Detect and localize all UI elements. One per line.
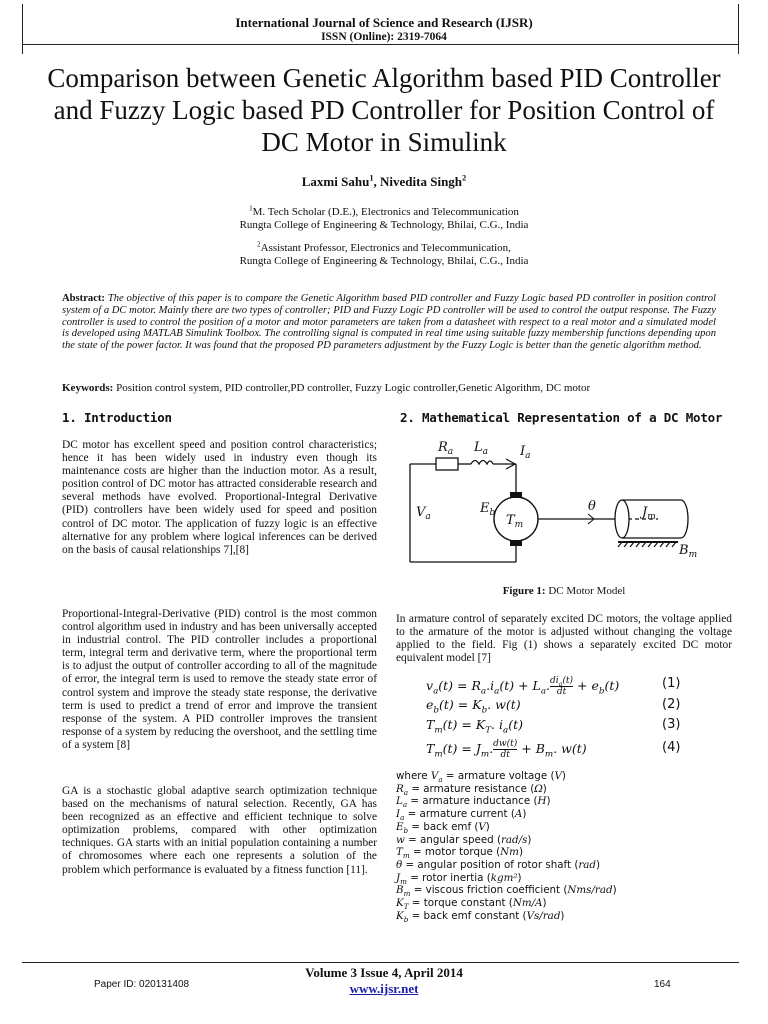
affiliation-1-line1: M. Tech Scholar (D.E.), Electronics and Telecommunication: [252, 206, 519, 218]
definition-sub: a: [403, 787, 409, 797]
definition-unit: Nm/A: [512, 897, 543, 910]
definition-row: [396, 910, 696, 923]
definition-unit: V: [554, 770, 562, 782]
author-line: [0, 174, 768, 190]
definition-sub: b: [403, 914, 409, 924]
author-1: Laxmi Sahu: [301, 174, 370, 189]
definition-unit: rad: [578, 858, 596, 871]
definition-close: ): [542, 782, 547, 795]
definition-text: = back emf constant (: [408, 909, 527, 922]
definition-text: = angular speed (: [404, 833, 501, 846]
definition-sub: m: [403, 889, 411, 899]
label-Tm: $T_m$: [506, 513, 524, 530]
definition-close: ): [517, 871, 522, 884]
abstract-label: Abstract:: [62, 293, 105, 304]
header-rule: [22, 44, 739, 45]
definition-unit: Nms/rad: [567, 884, 613, 897]
definition-text: = armature resistance (: [408, 782, 535, 795]
definition-sym: E: [396, 820, 404, 833]
definition-row: [396, 783, 696, 796]
definition-text: = armature current (: [404, 808, 515, 821]
definition-sym: L: [396, 795, 403, 808]
equation-3: $T_m(t) = K_T$. $i_a(t)$: [426, 717, 523, 736]
section-1-paragraph-3: GA is a stochastic global adaptive search optimization technique based on the mechanisms of natural selection. Recently, GA has been recognized as an effective and efficient technique to solve optimization problems, compared with other optimization techniques. GA starts with an initial population containing a number of chromosomes where each one represents a solution of the problem which performance is evaluated by a fitness function [11].: [62, 785, 377, 876]
definition-sym: K: [396, 909, 404, 922]
definition-text: = viscous friction coefficient (: [410, 884, 568, 897]
friction-ground: [618, 542, 678, 547]
definition-row: [396, 808, 696, 821]
author-1-sup: 1: [369, 172, 374, 183]
author-separator: ,: [373, 174, 381, 189]
definition-unit: A: [514, 808, 523, 821]
definition-prefix: where: [396, 770, 431, 782]
definition-close: ): [522, 808, 527, 821]
label-Bm: $B_m$: [679, 543, 698, 560]
page-number: 164: [654, 979, 671, 990]
definition-row: [396, 834, 696, 847]
brush-bottom: [510, 540, 522, 546]
definition-sym: w: [396, 833, 405, 846]
definition-close: ): [561, 770, 566, 782]
label-Va: $V_a$: [416, 505, 431, 522]
abstract: [62, 293, 716, 352]
issn: ISSN (Online): 2319-7064: [321, 31, 447, 43]
section-2-heading: 2. Mathematical Representation of a DC Motor: [400, 410, 723, 425]
equation-4: $T_m(t) = J_m$. $\frac{dw(t)}{dt}$ + $B_m$. w(t): [426, 739, 587, 760]
label-Ia: $I_a$: [520, 444, 531, 461]
definition-sub: m: [402, 851, 410, 861]
definition-close: ): [542, 897, 547, 910]
label-Ra: $R_a$: [438, 440, 454, 457]
paper-title: Comparison between Genetic Algorithm based PID Controller and Fuzzy Logic based PD Controller for Position Control of DC Motor in Simulink: [47, 63, 721, 157]
equation-2: $e_b(t) = K_b$. w(t): [426, 697, 521, 716]
definition-row: [396, 897, 696, 910]
section-1-paragraph-1: DC motor has excellent speed and position control characteristics; hence it has been widely used in industry even though its maintenance costs are higher than the induction motor. As a result, position control of DC motor has attracted considerable research and several methods have evolved. Proportional-Integral Derivative (PID) controllers have been widely used for speed and position control of DC motor. The application of fuzzy logic is an effective alternative for any problem where logical inferences can be derived on the basis of causal relationships 7],[8]: [62, 439, 377, 556]
journal-url-link[interactable]: www.ijsr.net: [349, 981, 419, 996]
equation-1-number: (1): [662, 676, 681, 691]
definition-unit: H: [537, 795, 547, 808]
definition-unit: Ω: [534, 782, 543, 795]
definition-text: = back emf (: [408, 820, 479, 833]
definition-sub: a: [400, 813, 405, 823]
journal-name: International Journal of Science and Research (IJSR): [235, 15, 533, 30]
affiliation-2-line2: Rungta College of Engineering & Technology, Bhilai, C.G., India: [239, 255, 529, 267]
definition-unit: rad/s: [500, 833, 528, 846]
definition-text: = rotor inertia (: [406, 871, 491, 884]
author-2-sup: 2: [462, 172, 467, 183]
symbol-definitions: [396, 770, 696, 922]
definition-close: ): [546, 795, 551, 808]
label-Jm: $J_m$: [642, 505, 656, 522]
definition-sub: a: [402, 800, 408, 810]
definition-close: ): [527, 833, 532, 846]
definition-sym: J: [396, 871, 401, 884]
definition-sym: R: [396, 782, 404, 795]
figure-caption-label: Figure 1:: [502, 585, 546, 597]
definition-text: = armature voltage (: [442, 770, 555, 782]
equation-1: $v_a(t) = R_a.i_a(t) + L_a$. $di_a(t)$ dt + $e_b(t)$: [426, 676, 620, 697]
author-2: Nivedita Singh: [380, 174, 463, 189]
footer-rule: [22, 962, 739, 963]
definition-sym: I: [396, 808, 401, 821]
keywords: [62, 382, 716, 394]
definition-unit: kgm²: [490, 871, 518, 884]
label-theta: θ: [588, 499, 596, 514]
definition-sub: T: [403, 902, 409, 912]
definition-sub: b: [403, 825, 409, 835]
definition-row: [396, 872, 696, 885]
affiliation-1-sup: 1: [249, 204, 253, 213]
keywords-text: Position control system, PID controller,PD controller, Fuzzy Logic controller,Genetic Algorithm, DC motor: [116, 382, 591, 394]
section-2-paragraph-1: In armature control of separately excited DC motors, the voltage applied to the armature of the motor is adjusted without changing the voltage applied to the field. Fig (1) shows a separately excited DC motor equivalent model [7]: [396, 613, 732, 665]
dc-motor-model-figure: [396, 430, 716, 580]
definition-unit: Nm: [500, 846, 519, 859]
equation-2-number: (2): [662, 697, 681, 712]
definition-close: ): [485, 820, 490, 833]
definition-text: = angular position of rotor shaft (: [402, 858, 579, 871]
definition-row: [396, 859, 696, 872]
definition-row: [396, 770, 696, 783]
definition-sym: T: [396, 846, 403, 859]
paper-id: Paper ID: 020131408: [94, 979, 190, 990]
definition-close: ): [612, 884, 617, 897]
armature-resistor: [436, 458, 458, 470]
definition-sym: B: [396, 884, 404, 897]
figure-1-caption: [396, 585, 732, 597]
definition-sym: θ: [396, 858, 403, 871]
definition-close: ): [518, 846, 523, 859]
definition-text: = torque constant (: [408, 897, 513, 910]
definition-sym: K: [396, 897, 404, 910]
section-1-heading: 1. Introduction: [62, 410, 172, 425]
figure-caption-text: DC Motor Model: [545, 585, 626, 597]
equation-4-number: (4): [662, 740, 681, 755]
definition-close: ): [560, 909, 565, 922]
affiliation-2: [0, 242, 768, 268]
definition-row: [396, 846, 696, 859]
definition-close: ): [596, 858, 601, 871]
affiliation-1-line2: Rungta College of Engineering & Technology, Bhilai, C.G., India: [239, 219, 529, 231]
motor-armature: [494, 497, 538, 541]
volume-issue: Volume 3 Issue 4, April 2014: [305, 965, 463, 980]
armature-inductor: [471, 461, 493, 465]
definition-unit: V: [478, 820, 486, 833]
label-La: $L_a$: [474, 440, 489, 457]
definition-sub: a: [438, 775, 443, 785]
definition-text: = armature inductance (: [407, 795, 538, 808]
definition-text: = motor torque (: [409, 846, 501, 859]
abstract-text: The objective of this paper is to compare the Genetic Algorithm based PID controller and Fuzzy Logic based PD controller in position control system of a DC motor. Mainly there are two types of controller; PID and Fuzzy Logic PD controller will be used to control the output response. The Fuzzy controller is used to control the position of a motor and motor parameters are taken from a datasheet with respect to a real motor and a simulated model is developed using MATLAB Simulink Toolbox. The controlling signal is computed in real time using suitable fuzzy membership functions depending upon the state of the power factor. It was found that the proposed PD parameters adjustment by the Fuzzy Logic is better than the genetic algorithm method.: [62, 293, 717, 352]
affiliation-2-line1: Assistant Professor, Electronics and Telecommunication,: [260, 242, 511, 254]
equation-3-number: (3): [662, 717, 681, 732]
definition-sym: V: [430, 770, 439, 782]
definition-row: [396, 821, 696, 834]
definition-row: [396, 795, 696, 808]
section-1-paragraph-2: Proportional-Integral-Derivative (PID) control is the most common control algorithm used in industry and has been universally accepted in industrial control. The PID controller includes a proportional term, integral term and derivative term, where the proportional term is to adjust the output of controller according to all of the magnitude of error, the integral term is used to remove the steady state error of control system and improve the steady state response, the derivative term is used to predict a trend of error and improve the transient response of the system. A PID controller improves the transient response of a system by reducing the overshoot, and the settling time of a system [8]: [62, 608, 377, 751]
affiliation-1: [0, 206, 768, 232]
brush-top: [510, 492, 522, 498]
keywords-label: Keywords:: [62, 382, 114, 394]
affiliation-2-sup: 2: [257, 240, 261, 249]
definition-row: [396, 884, 696, 897]
definition-unit: Vs/rad: [526, 909, 561, 922]
definition-sub: m: [400, 876, 407, 886]
label-Eb: $E_b$: [480, 501, 496, 518]
